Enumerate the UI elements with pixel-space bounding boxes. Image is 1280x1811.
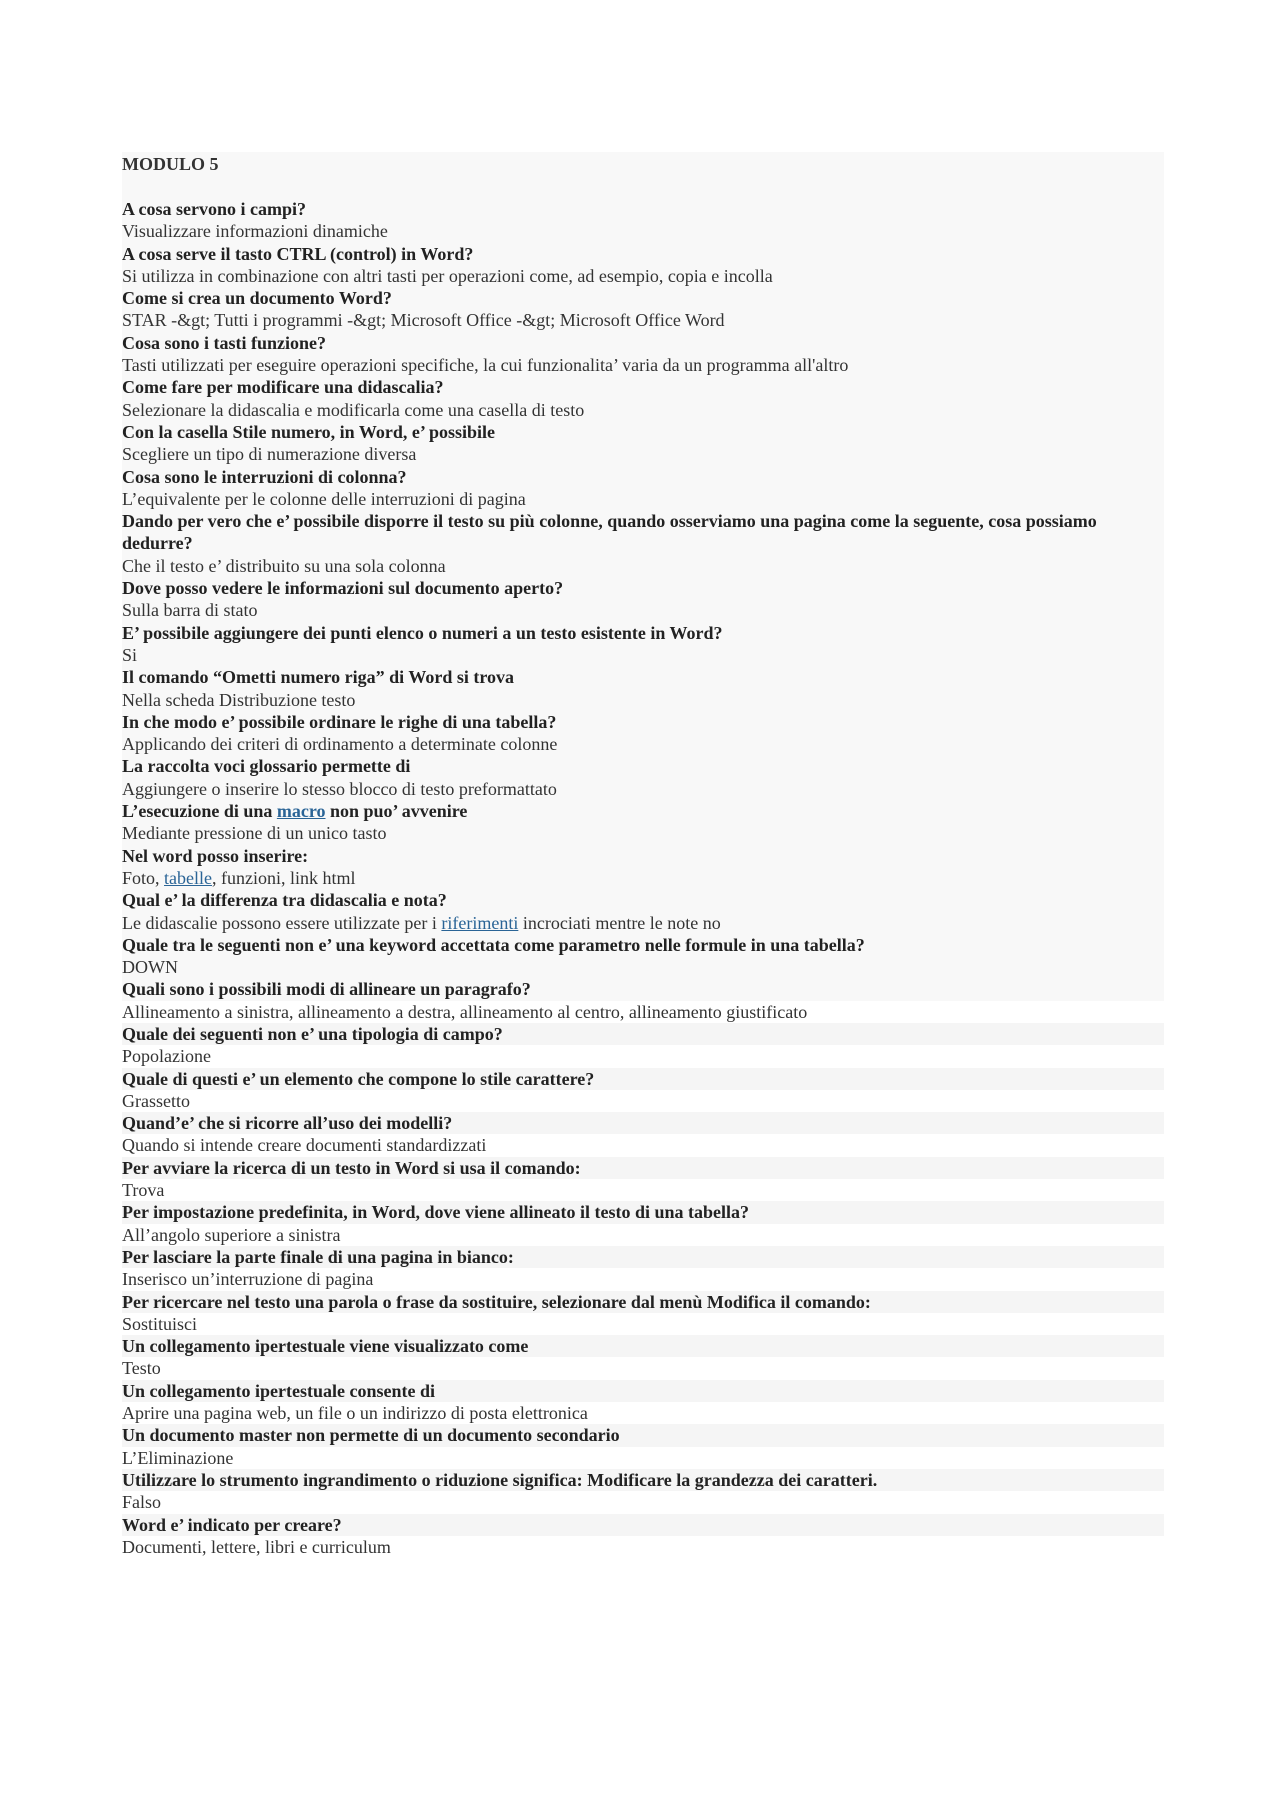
qa-item bbox=[122, 934, 1164, 979]
answer: Documenti, lettere, libri e curriculum bbox=[122, 1536, 1164, 1558]
question: Dando per vero che e’ possibile disporre il testo su più colonne, quando osserviamo una pagina come la seguente, cosa possiamo dedurre? bbox=[122, 511, 1097, 554]
answer: Quando si intende creare documenti standardizzati bbox=[122, 1134, 1164, 1156]
answer bbox=[122, 867, 1164, 889]
qa-item bbox=[122, 1023, 1164, 1068]
answer: All’angolo superiore a sinistra bbox=[122, 1224, 1164, 1246]
answer: Testo bbox=[122, 1357, 1164, 1379]
answer-text: , funzioni, link html bbox=[212, 867, 356, 888]
answer: Inserisco un’interruzione di pagina bbox=[122, 1268, 1164, 1290]
answer bbox=[122, 912, 1164, 934]
question: Nel word posso inserire: bbox=[122, 845, 309, 866]
question: A cosa servono i campi? bbox=[122, 199, 306, 219]
question-text: L’esecuzione di una bbox=[122, 801, 277, 822]
question: Dove posso vedere le informazioni sul documento aperto? bbox=[122, 578, 564, 599]
document-body-plain bbox=[122, 1001, 1164, 1558]
answer: STAR -&gt; Tutti i programmi -&gt; Microsoft Office -&gt; Microsoft Office Word bbox=[122, 310, 725, 331]
question: Il comando “Ometti numero riga” di Word si trova bbox=[122, 667, 515, 688]
answer: Sostituisci bbox=[122, 1313, 1164, 1335]
qa-item bbox=[122, 1201, 1164, 1246]
answer: Scegliere un tipo di numerazione diversa bbox=[122, 444, 417, 465]
answer: Visualizzare informazioni dinamiche bbox=[122, 221, 388, 242]
qa-item bbox=[122, 577, 1164, 622]
question: Word e’ indicato per creare? bbox=[122, 1514, 1164, 1536]
question: Cosa sono le interruzioni di colonna? bbox=[122, 466, 407, 487]
answer: Sulla barra di stato bbox=[122, 600, 258, 621]
question: Con la casella Stile numero, in Word, e’ possibile bbox=[122, 421, 496, 442]
answer: DOWN bbox=[122, 957, 178, 978]
answer: Che il testo e’ distribuito su una sola colonna bbox=[122, 555, 446, 576]
question: In che modo e’ possibile ordinare le righe di una tabella? bbox=[122, 711, 557, 732]
question: Quale di questi e’ un elemento che compone lo stile carattere? bbox=[122, 1068, 1164, 1090]
answer: Si utilizza in combinazione con altri tasti per operazioni come, ad esempio, copia e incolla bbox=[122, 265, 773, 286]
question: Come si crea un documento Word? bbox=[122, 288, 392, 309]
question: Quand’e’ che si ricorre all’uso dei modelli? bbox=[122, 1112, 1164, 1134]
answer: Nella scheda Distribuzione testo bbox=[122, 689, 356, 710]
document-title: MODULO 5 bbox=[122, 154, 219, 174]
macro-link[interactable]: macro bbox=[276, 801, 326, 822]
qa-item bbox=[122, 1157, 1164, 1202]
qa-item bbox=[122, 376, 1164, 421]
answer-text: Foto, bbox=[122, 867, 165, 888]
qa-item bbox=[122, 1068, 1164, 1113]
qa-item bbox=[122, 889, 1164, 934]
qa-item bbox=[122, 1514, 1164, 1559]
answer: Applicando dei criteri di ordinamento a determinate colonne bbox=[122, 734, 558, 755]
answer: Tasti utilizzati per eseguire operazioni specifiche, la cui funzionalita’ varia da un programma all'altro bbox=[122, 355, 849, 376]
qa-item bbox=[122, 287, 1164, 332]
qa-item bbox=[122, 421, 1164, 466]
question bbox=[122, 800, 1164, 822]
qa-item bbox=[122, 800, 1164, 845]
question: E’ possibile aggiungere dei punti elenco o numeri a un testo esistente in Word? bbox=[122, 622, 723, 643]
document-body-shaded bbox=[122, 152, 1164, 1001]
qa-item bbox=[122, 845, 1164, 890]
answer: Aggiungere o inserire lo stesso blocco di testo preformattato bbox=[122, 778, 557, 799]
qa-item bbox=[122, 1246, 1164, 1291]
question: A cosa serve il tasto CTRL (control) in Word? bbox=[122, 243, 474, 264]
answer: Trova bbox=[122, 1179, 1164, 1201]
qa-item bbox=[122, 1469, 1164, 1514]
document-page bbox=[122, 152, 1164, 1558]
question: Per ricercare nel testo una parola o frase da sostituire, selezionare dal menù Modifica il comando: bbox=[122, 1291, 1164, 1313]
answer: Allineamento a sinistra, allineamento a destra, allineamento al centro, allineamento giustificato bbox=[122, 1001, 1164, 1023]
answer: Mediante pressione di un unico tasto bbox=[122, 823, 387, 844]
answer-text: Le didascalie possono essere utilizzate per i bbox=[122, 912, 442, 933]
answer: L’Eliminazione bbox=[122, 1447, 1164, 1469]
answer: Selezionare la didascalia e modificarla come una casella di testo bbox=[122, 399, 585, 420]
question: Per impostazione predefinita, in Word, dove viene allineato il testo di una tabella? bbox=[122, 1201, 1164, 1223]
answer: Si bbox=[122, 644, 138, 665]
question: Un collegamento ipertestuale consente di bbox=[122, 1380, 1164, 1402]
answer: L’equivalente per le colonne delle interruzioni di pagina bbox=[122, 488, 526, 509]
qa-item bbox=[122, 243, 1164, 288]
qa-item bbox=[122, 666, 1164, 711]
question: Per lasciare la parte finale di una pagina in bianco: bbox=[122, 1246, 1164, 1268]
question: Quali sono i possibili modi di allineare un paragrafo? bbox=[122, 979, 531, 1000]
question: Un collegamento ipertestuale viene visualizzato come bbox=[122, 1335, 1164, 1357]
qa-item bbox=[122, 755, 1164, 800]
qa-item bbox=[122, 711, 1164, 756]
question: La raccolta voci glossario permette di bbox=[122, 756, 411, 777]
qa-item bbox=[122, 622, 1164, 667]
question: Come fare per modificare una didascalia? bbox=[122, 377, 444, 398]
answer-text: incrociati mentre le note no bbox=[518, 912, 721, 933]
question: Per avviare la ricerca di un testo in Word si usa il comando: bbox=[122, 1157, 1164, 1179]
question: Un documento master non permette di un documento secondario bbox=[122, 1424, 1164, 1446]
riferimenti-link[interactable]: riferimenti bbox=[441, 912, 519, 933]
answer: Grassetto bbox=[122, 1090, 1164, 1112]
qa-item bbox=[122, 1424, 1164, 1469]
qa-item bbox=[122, 1335, 1164, 1380]
question: Qual e’ la differenza tra didascalia e nota? bbox=[122, 890, 447, 911]
qa-item bbox=[122, 1380, 1164, 1425]
qa-item bbox=[122, 1112, 1164, 1157]
qa-item bbox=[122, 510, 1164, 577]
question: Quale tra le seguenti non e’ una keyword accettata come parametro nelle formule in una tabella? bbox=[122, 934, 865, 955]
qa-item bbox=[122, 466, 1164, 511]
answer: Popolazione bbox=[122, 1045, 1164, 1067]
qa-item bbox=[122, 198, 1164, 243]
answer: Aprire una pagina web, un file o un indirizzo di posta elettronica bbox=[122, 1402, 1164, 1424]
question-text: non puo’ avvenire bbox=[325, 801, 468, 822]
qa-item bbox=[122, 332, 1164, 377]
answer: Falso bbox=[122, 1491, 1164, 1513]
question: Cosa sono i tasti funzione? bbox=[122, 332, 327, 353]
qa-item bbox=[122, 978, 1164, 1000]
tabelle-link[interactable]: tabelle bbox=[164, 867, 212, 888]
question: Utilizzare lo strumento ingrandimento o riduzione significa: Modificare la grandezza dei caratteri. bbox=[122, 1469, 1164, 1491]
qa-item bbox=[122, 1291, 1164, 1336]
qa-item bbox=[122, 1001, 1164, 1023]
question: Quale dei seguenti non e’ una tipologia di campo? bbox=[122, 1023, 1164, 1045]
